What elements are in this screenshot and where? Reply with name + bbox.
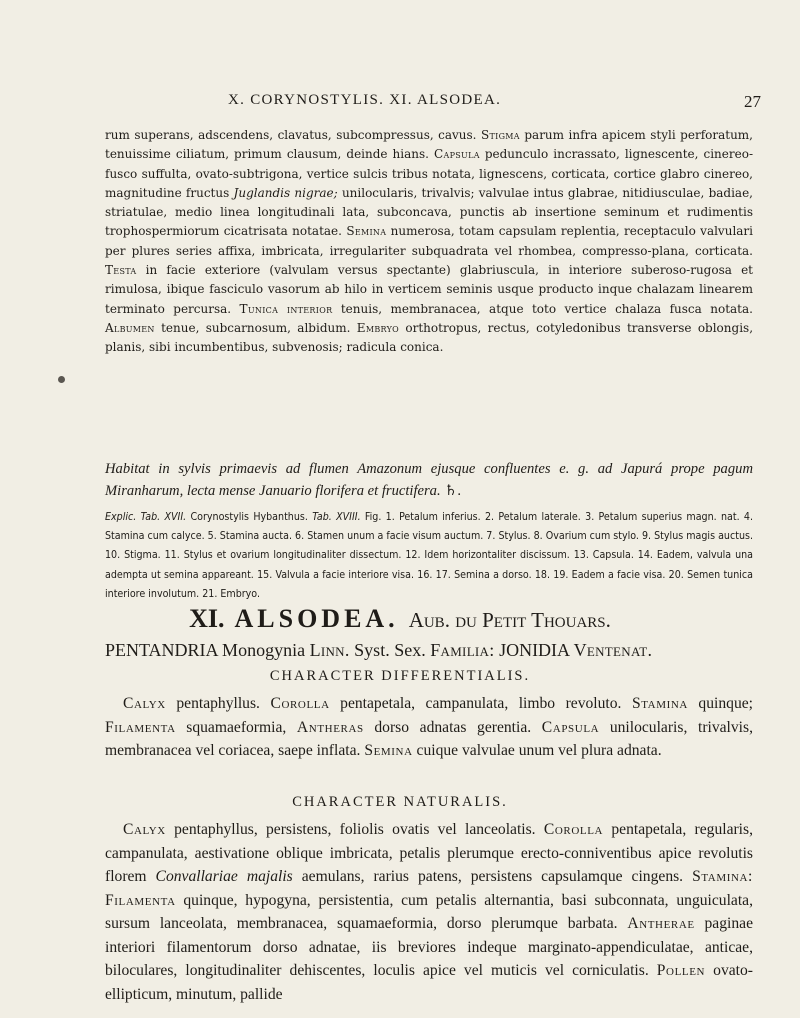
classification-text: Syst. Sex. <box>349 640 431 660</box>
term-testa: Testa <box>105 263 137 278</box>
species-name: Convallariae majalis <box>155 868 293 885</box>
description-text: rum superans, adscendens, clavatus, subcompressus, cavus. <box>105 128 481 142</box>
familia-label: Familia: <box>430 640 495 660</box>
genus-heading <box>0 604 800 634</box>
term-albumen: Albumen <box>105 320 155 335</box>
explic-tab: Tab. XVIII. <box>312 511 361 523</box>
description-text: unilocularis, trivalvis; valvulae intus glabrae, nitidiusculae, badiae, striatulae, medio linea longitudinali lata, subconcava, punctis ab insertione seminum et rudimentis trophospermiorum cicatrisata notatae. <box>105 185 753 239</box>
term-calyx: Calyx <box>123 695 166 712</box>
explic-text: Fig. 1. Petalum inferius. 2. Petalum laterale. 3. Petalum superius magn. nat. 4. Stamina cum calyce. 5. Stamina aucta. 6. Stamen unum a facie visum auctum. 7. Stylus. 8. Ovarium cum stylo. 9. Stylus magis auctus. 10. Stigma. 11. Stylus et ovarium longitudinaliter dissectum. 12. Idem horizontaliter discissum. 13. Capsula. 14. Eadem, valvula una adempta ut semina appareant. 15. Valvula a facie interiore visa. 16. 17. Semina a dorso. 18. 19. Eadem a facie visa. 20. Semen tunica interiore involutum. 21. Embryo. <box>105 511 753 600</box>
genus-name: ALSODEA. <box>234 604 399 633</box>
char-text: unilocularis, trivalvis, membranacea vel coriacea, saepe inflata. <box>105 718 753 759</box>
explic-label: Explic. Tab. XVII. <box>105 511 187 523</box>
genus-number: XI. <box>189 604 225 633</box>
perennial-symbol: ♄. <box>444 483 462 499</box>
term-antherae: Antherae <box>627 915 695 932</box>
description-paragraph <box>105 126 753 358</box>
family-name: JONIDIA <box>494 640 574 660</box>
description-text: pedunculo incrassato, lignescente, cinereo-fusco suffulta, ovato-subtrigona, vertice sulcis tribus notata, lignescens, corticata, cortice glabro cinereo, magnitudine fructus <box>105 147 753 200</box>
description-text: parum infra apicem styli perforatum, tenuissime ciliatum, primum clausum, deinde hians. <box>105 128 753 162</box>
description-text: orthotropus, rectus, cotyledonibus transverse oblongis, planis, sibi incumbentibus, subvenosis; radicula conica. <box>105 320 754 355</box>
char-text: aemulans, rarius patens, persistens capsulamque cingens. <box>292 868 693 885</box>
term-stigma: Stigma <box>480 128 520 142</box>
description-text: tenue, subcarnosum, albidum. <box>154 320 357 335</box>
habitat-text: Habitat in sylvis primaevis ad flumen Amazonum ejusque confluentes e. g. ad Japurá prope pagum Miranharum, lecta mense Januario florifera et fructifera. <box>105 461 753 499</box>
plate-explanation <box>105 508 753 604</box>
species-name: Juglandis nigrae; <box>233 185 338 200</box>
term-filamenta: Filamenta <box>105 891 176 909</box>
ventenat: Ventenat. <box>573 640 653 660</box>
char-text: squamaeformia, <box>175 718 297 736</box>
char-text: pentapetala, campanulata, limbo revoluto. <box>329 695 632 712</box>
classification-text: PENTANDRIA Monogynia <box>105 640 310 660</box>
running-title: X. CORYNOSTYLIS. XI. ALSODEA. <box>228 92 502 108</box>
term-capsula: Capsula <box>541 718 600 736</box>
char-text: pentaphyllus, persistens, foliolis ovatis vel lanceolatis. <box>165 821 544 838</box>
term-stamina: Stamina <box>631 695 688 712</box>
description-text: in facie exteriore (valvulam versus spectante) glabriuscula, in interiore suberoso-rugosa et rimulosa, ibique fasciculo vasorum ab hilo in verticem seminis usque producto inque chalazam linearem terminato percursa. <box>105 263 753 316</box>
term-tunica: Tunica interior <box>239 301 333 316</box>
char-text: ovato-ellipticum, minutum, pallide <box>105 962 753 1003</box>
char-text: pentaphyllus. <box>165 695 271 712</box>
char-text: paginae interiori filamentorum dorso adnatae, iis breviores indeque marginato-appendiculatae, anticae, biloculares, longitudinaliter dehiscentes, loculis apice vel muticis vel corniculatis. <box>105 915 754 979</box>
term-stamina: Stamina: <box>692 868 753 885</box>
running-head <box>0 92 800 116</box>
char-text: dorso adnatas gerentia. <box>363 718 542 736</box>
genus-author: Aub. du Petit Thouars. <box>408 608 611 632</box>
term-corolla: Corolla <box>270 695 330 712</box>
char-nat-paragraph <box>105 818 753 1006</box>
linnaeus: Linn. <box>309 640 350 660</box>
term-capsula: Capsula <box>434 147 480 162</box>
description-text: numerosa, totam capsulam replentia, receptaculo valvulari per plures series affixa, imbricata, irregulariter subquadrata vel rhombea, compresso-plana, corticata. <box>105 224 754 258</box>
term-filamenta: Filamenta <box>105 718 176 736</box>
char-text: pentapetala, regularis, campanulata, aestivatione oblique imbricata, petalis plerumque erecto-conniventibus apice revolutis florem <box>105 821 753 885</box>
classification-line <box>105 640 753 661</box>
char-text: cuique valvulae unum vel plura adnata. <box>412 742 662 759</box>
term-semina: Semina <box>346 224 387 239</box>
char-diff-heading: CHARACTER DIFFERENTIALIS. <box>269 668 531 684</box>
char-text: quinque, hypogyna, persistentia, cum petalis alternantia, basi subconnata, unguiculata, sursum lanceolata, membranacea, squamaeformia, dorso plerumque barbata. <box>105 891 753 932</box>
char-text: quinque; <box>687 695 753 712</box>
explic-text: Corynostylis Hybanthus. <box>186 511 313 523</box>
term-antheras: Antheras <box>296 718 364 736</box>
description-text: tenuis, membranacea, atque toto vertice chalaza fusca notata. <box>332 301 753 316</box>
term-calyx: Calyx <box>123 821 166 838</box>
char-nat-heading: CHARACTER NATURALIS. <box>292 794 508 810</box>
term-corolla: Corolla <box>543 821 604 838</box>
char-diff-paragraph <box>105 692 753 763</box>
margin-mark <box>58 376 65 383</box>
habitat-paragraph <box>105 458 753 502</box>
term-pollen: Pollen <box>656 962 706 979</box>
page-number: 27 <box>744 92 761 111</box>
term-embryo: Embryo <box>356 320 400 335</box>
term-semina: Semina <box>364 742 413 759</box>
